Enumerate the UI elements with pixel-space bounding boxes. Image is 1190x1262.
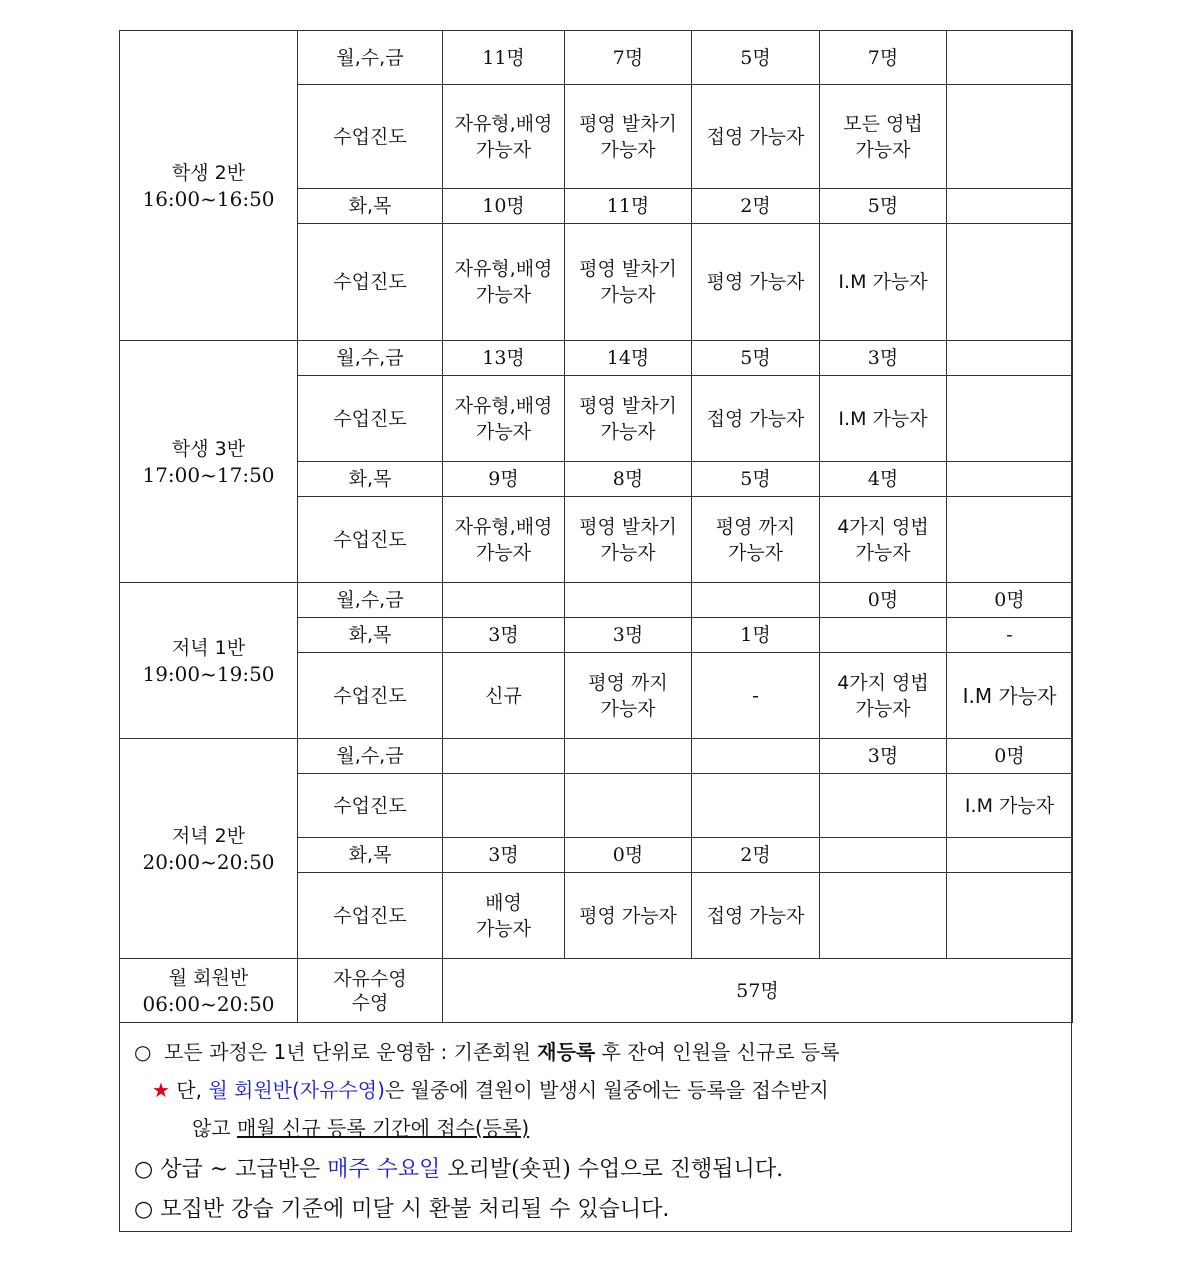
progress-cell xyxy=(820,85,947,189)
progress-cell xyxy=(947,376,1073,462)
progress-line: 자유형,배영 xyxy=(454,258,553,280)
progress-line: I.M 가능자 xyxy=(838,271,928,293)
day-cell: 월,수,금 xyxy=(298,739,443,774)
progress-label-cell: 수업진도 xyxy=(298,774,443,838)
progress-line: I.M 가능자 xyxy=(964,794,1055,817)
count-cell: 5명 xyxy=(820,189,947,224)
count-cell xyxy=(947,31,1073,85)
progress-cell xyxy=(947,497,1073,583)
progress-line: 자유형,배영 xyxy=(454,394,553,417)
progress-cell xyxy=(443,497,565,583)
count-cell xyxy=(947,838,1073,873)
progress-cell xyxy=(692,653,820,739)
count-cell: 3명 xyxy=(820,739,947,774)
count-cell: 5명 xyxy=(692,462,820,497)
class-name: 저녁 1반 xyxy=(171,636,246,659)
session-type: 자유수영 xyxy=(333,967,407,990)
progress-line: 가능자 xyxy=(475,917,532,940)
count-cell xyxy=(947,341,1073,376)
progress-line: 배영 xyxy=(485,891,522,914)
class-time: 16:00~16:50 xyxy=(142,186,275,211)
count-cell: 3명 xyxy=(820,341,947,376)
progress-line: 가능자 xyxy=(600,541,656,564)
count-cell xyxy=(947,189,1073,224)
progress-cell xyxy=(692,224,820,341)
bullet-icon: ○ xyxy=(134,1157,154,1182)
count-cell xyxy=(820,838,947,873)
bullet-icon: ○ xyxy=(134,1197,154,1222)
progress-cell xyxy=(820,774,947,838)
count-cell xyxy=(947,462,1073,497)
count-cell: 11명 xyxy=(443,31,565,85)
progress-cell xyxy=(565,497,692,583)
count-cell xyxy=(692,739,820,774)
class-time: 19:00~19:50 xyxy=(142,661,275,686)
progress-cell xyxy=(692,873,820,959)
progress-cell xyxy=(820,873,947,959)
progress-line: 평영 가능자 xyxy=(706,271,805,293)
progress-cell xyxy=(692,85,820,189)
count-cell: 8명 xyxy=(565,462,692,497)
notice-section xyxy=(120,1024,1071,1231)
progress-cell xyxy=(947,85,1073,189)
progress-cell xyxy=(947,774,1073,838)
day-cell: 화,목 xyxy=(298,838,443,873)
class-name: 저녁 2반 xyxy=(171,824,246,847)
count-cell: 11명 xyxy=(565,189,692,224)
progress-cell xyxy=(443,873,565,959)
count-cell: 2명 xyxy=(692,189,820,224)
progress-line: 가능자 xyxy=(475,420,532,443)
table-row xyxy=(120,583,1073,618)
progress-line: 가능자 xyxy=(727,541,784,564)
notice-line-3: 않고 매월 신규 등록 기간에 접수(등록) xyxy=(192,1116,530,1140)
progress-line: 가능자 xyxy=(855,138,911,161)
progress-line: 접영 가능자 xyxy=(706,407,805,430)
class-name-cell xyxy=(120,739,298,959)
notice-line-1: ○ 모든 과정은 1년 단위로 운영함 : 기존회원 재등록 후 잔여 인원을 신규로 등록 xyxy=(134,1040,840,1064)
day-cell: 월,수,금 xyxy=(298,583,443,618)
count-cell: 10명 xyxy=(443,189,565,224)
count-cell: 5명 xyxy=(692,341,820,376)
progress-cell xyxy=(565,85,692,189)
class-name: 학생 2반 xyxy=(171,161,246,184)
progress-cell xyxy=(820,224,947,341)
session-type-cell xyxy=(298,959,443,1023)
class-time: 20:00~20:50 xyxy=(142,849,275,874)
progress-line: 가능자 xyxy=(475,284,532,306)
progress-line: 신규 xyxy=(485,684,522,707)
progress-cell xyxy=(947,873,1073,959)
progress-line: I.M 가능자 xyxy=(838,407,928,430)
day-cell: 월,수,금 xyxy=(298,341,443,376)
progress-line: 평영 까지 xyxy=(588,671,668,694)
progress-line: 접영 가능자 xyxy=(706,904,805,927)
progress-label-cell: 수업진도 xyxy=(298,85,443,189)
class-name-cell xyxy=(120,31,298,341)
count-cell: 3명 xyxy=(443,838,565,873)
progress-cell xyxy=(820,653,947,739)
progress-cell xyxy=(443,224,565,341)
session-type: 수영 xyxy=(351,991,389,1014)
class-name: 학생 3반 xyxy=(171,437,246,460)
progress-line: 가능자 xyxy=(600,284,656,306)
progress-cell xyxy=(820,497,947,583)
progress-line: 가능자 xyxy=(600,697,656,720)
count-cell xyxy=(565,739,692,774)
class-time: 17:00~17:50 xyxy=(142,462,275,487)
progress-label-cell: 수업진도 xyxy=(298,873,443,959)
progress-cell xyxy=(820,376,947,462)
day-cell: 화,목 xyxy=(298,462,443,497)
count-cell: - xyxy=(947,618,1073,653)
count-cell: 14명 xyxy=(565,341,692,376)
progress-line: I.M 가능자 xyxy=(962,683,1057,708)
day-cell: 화,목 xyxy=(298,618,443,653)
progress-line: 가능자 xyxy=(600,138,656,161)
progress-cell xyxy=(565,376,692,462)
star-icon: ★ xyxy=(152,1078,170,1102)
monthly-count-cell: 57명 xyxy=(443,959,1073,1023)
table-row xyxy=(120,959,1073,1023)
progress-cell xyxy=(565,224,692,341)
count-cell: 7명 xyxy=(565,31,692,85)
count-cell: 1명 xyxy=(692,618,820,653)
progress-line: 평영 발차기 xyxy=(579,112,677,135)
progress-cell xyxy=(443,653,565,739)
count-cell xyxy=(565,583,692,618)
progress-label-cell: 수업진도 xyxy=(298,497,443,583)
progress-line: 4가지 영법 xyxy=(837,671,929,694)
count-cell: 4명 xyxy=(820,462,947,497)
progress-cell xyxy=(947,653,1073,739)
progress-cell xyxy=(692,376,820,462)
count-cell xyxy=(820,618,947,653)
progress-cell xyxy=(565,774,692,838)
progress-line: 가능자 xyxy=(855,541,911,564)
table-row xyxy=(120,31,1073,85)
count-cell: 3명 xyxy=(443,618,565,653)
count-cell: 7명 xyxy=(820,31,947,85)
count-cell: 5명 xyxy=(692,31,820,85)
progress-line: 평영 발차기 xyxy=(579,515,677,538)
count-cell: 0명 xyxy=(947,739,1073,774)
day-cell: 화,목 xyxy=(298,189,443,224)
progress-cell xyxy=(692,774,820,838)
progress-line: 모든 영법 xyxy=(843,112,923,135)
progress-cell xyxy=(565,653,692,739)
count-cell xyxy=(692,583,820,618)
progress-line: 가능자 xyxy=(475,541,532,564)
progress-line: 가능자 xyxy=(855,697,911,720)
count-cell: 0명 xyxy=(947,583,1073,618)
progress-label-cell: 수업진도 xyxy=(298,653,443,739)
count-cell: 9명 xyxy=(443,462,565,497)
progress-line: 접영 가능자 xyxy=(706,125,805,148)
progress-label-cell: 수업진도 xyxy=(298,376,443,462)
progress-line: 평영 까지 xyxy=(715,515,796,538)
progress-line: 평영 가능자 xyxy=(579,904,677,927)
progress-label-cell: 수업진도 xyxy=(298,224,443,341)
progress-cell xyxy=(692,497,820,583)
progress-line: - xyxy=(752,684,759,707)
progress-line: 자유형,배영 xyxy=(454,112,553,135)
progress-line: 자유형,배영 xyxy=(454,515,553,538)
bullet-icon: ○ xyxy=(134,1040,152,1064)
progress-line: 가능자 xyxy=(475,138,532,161)
class-name-cell xyxy=(120,959,298,1023)
count-cell: 2명 xyxy=(692,838,820,873)
notice-line-5: ○ 모집반 강습 기준에 미달 시 환불 처리될 수 있습니다. xyxy=(134,1197,670,1222)
progress-cell xyxy=(565,873,692,959)
progress-line: 평영 발차기 xyxy=(579,394,677,417)
notice-line-4: ○ 상급 ~ 고급반은 매주 수요일 오리발(숏핀) 수업으로 진행됩니다. xyxy=(134,1157,784,1182)
count-cell: 0명 xyxy=(565,838,692,873)
progress-line: 가능자 xyxy=(600,420,656,443)
day-cell: 월,수,금 xyxy=(298,31,443,85)
notice-line-2: ★ 단, 월 회원반(자유수영)은 월중에 결원이 발생시 월중에는 등록을 접수받지 xyxy=(152,1078,829,1102)
progress-line: 4가지 영법 xyxy=(837,515,929,538)
class-time: 06:00~20:50 xyxy=(142,991,275,1016)
progress-cell xyxy=(947,224,1073,341)
count-cell xyxy=(443,739,565,774)
count-cell: 0명 xyxy=(820,583,947,618)
count-cell xyxy=(443,583,565,618)
table-row xyxy=(120,341,1073,376)
class-name-cell xyxy=(120,341,298,583)
class-schedule-table xyxy=(119,30,1073,1023)
class-name: 월 회원반 xyxy=(168,966,249,989)
table-row xyxy=(120,739,1073,774)
progress-cell xyxy=(443,774,565,838)
progress-cell xyxy=(443,85,565,189)
count-cell: 3명 xyxy=(565,618,692,653)
class-name-cell xyxy=(120,583,298,739)
progress-line: 평영 발차기 xyxy=(579,258,677,280)
progress-cell xyxy=(443,376,565,462)
count-cell: 13명 xyxy=(443,341,565,376)
